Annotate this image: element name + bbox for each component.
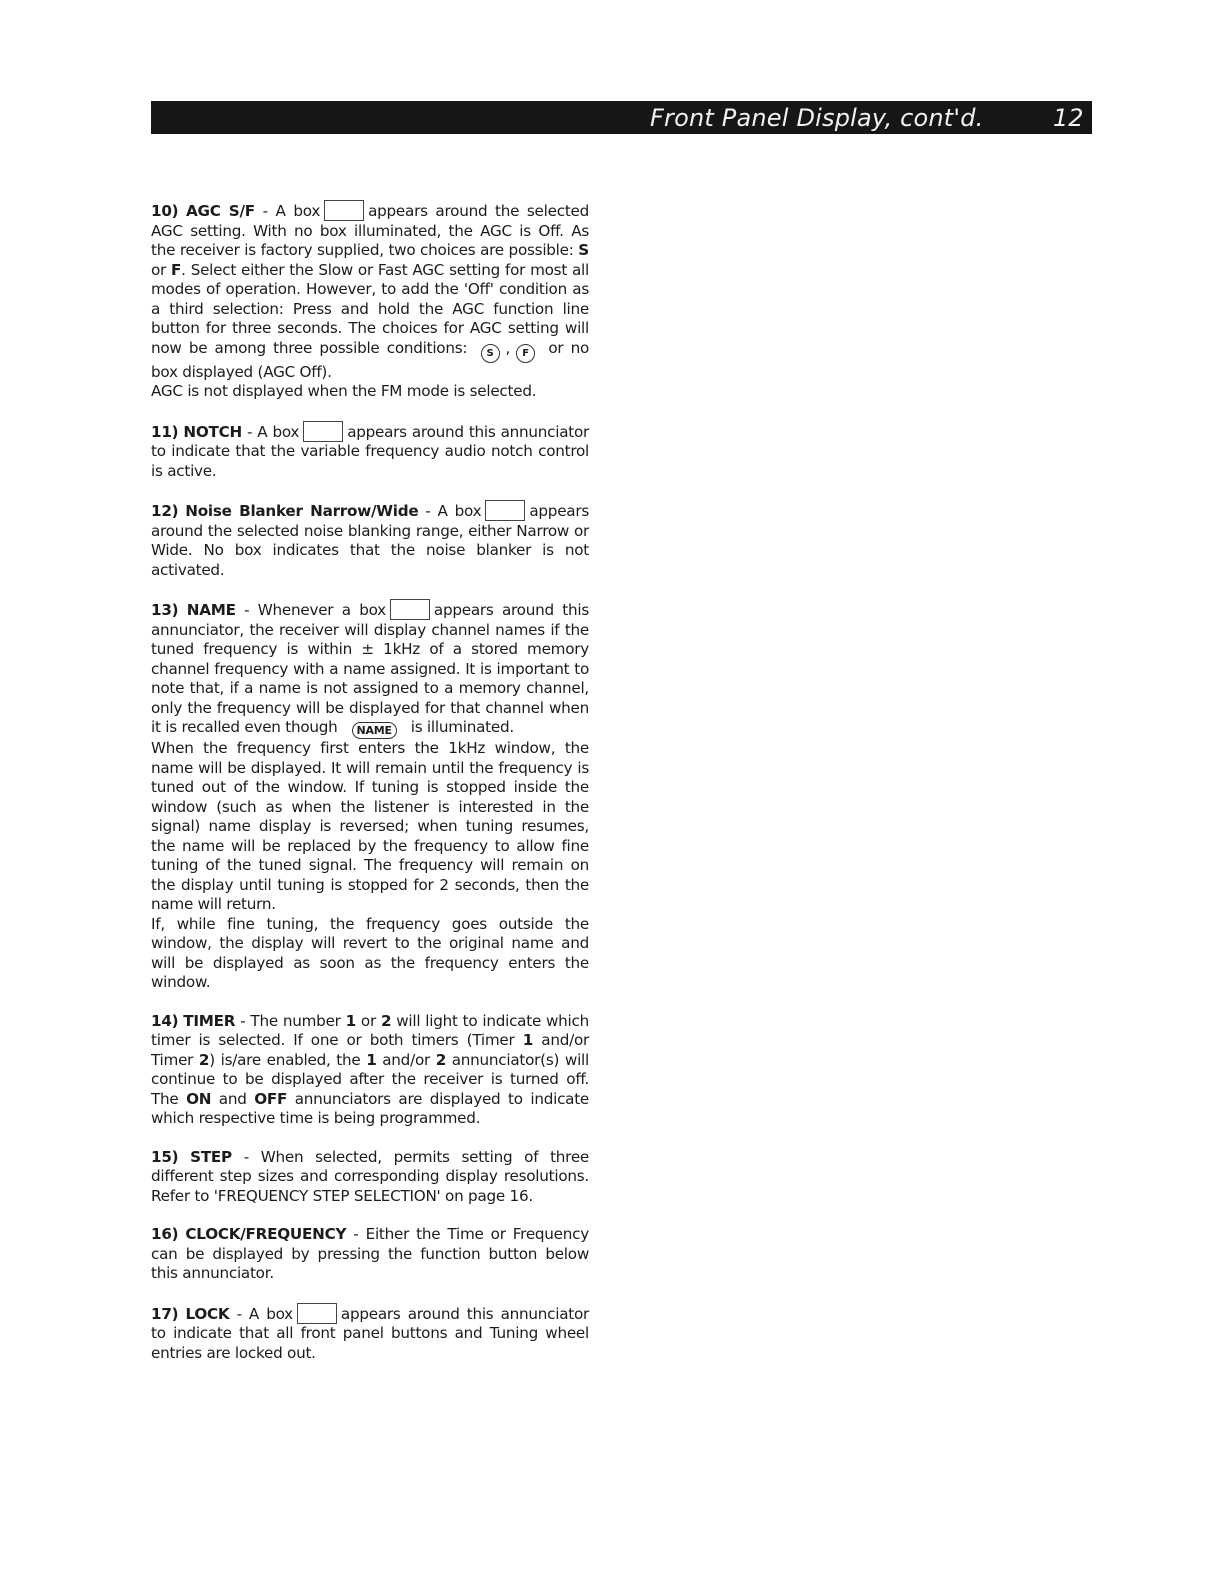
section-name xyxy=(151,599,589,993)
clock-heading: CLOCK/FREQUENCY xyxy=(185,1225,347,1243)
nb-heading: Noise Blanker Narrow/Wide xyxy=(185,502,419,520)
timer-text-h: annunciators are displayed to indicate which respective time is being programmed. xyxy=(151,1089,590,1127)
name-paragraph-3: If, while fine tuning, the frequency goes outside the window, the display will revert to the original name and will be displayed as soon as the frequency enters the window. xyxy=(151,914,589,991)
timer-num: 14) xyxy=(151,1011,179,1030)
name-text-b: appears around this annunciator, the receiver will display channel names if the tuned frequency is within ± 1kHz of a stored memory channel frequency with a name assigned. It is important to note that, if a name is not assigned to a memory channel, only the frequency will be displayed for that channel when it is recalled even though xyxy=(151,601,589,736)
name-paragraph xyxy=(151,599,589,739)
agc-or: or xyxy=(151,260,172,279)
timer-one-c: 1 xyxy=(366,1050,377,1069)
box-indicator-icon xyxy=(390,599,430,620)
lock-text-b: appears around this annunciator to indicate that all front panel buttons and Tuning wheel entries are locked out. xyxy=(151,1304,590,1362)
clock-paragraph xyxy=(151,1225,589,1284)
timer-text-b: will light to indicate which timer is selected. If one or both timers (Timer xyxy=(151,1011,589,1049)
timer-paragraph xyxy=(151,1012,589,1129)
lock-num: 17) xyxy=(151,1304,179,1323)
clock-text: - Either the Time or Frequency can be displayed by pressing the function button below this annunciator. xyxy=(151,1225,589,1282)
name-heading: NAME xyxy=(186,601,236,619)
agc-text-c: . Select either the Slow or Fast AGC setting for most all modes of operation. However, to add the 'Off' condition as a third selection: Press and hold the AGC function line button for three seconds. The choices for AGC setting will now be among three possible conditions: xyxy=(151,260,589,357)
agc-fm-note: AGC is not displayed when the FM mode is selected. xyxy=(151,382,537,400)
page-number: 12 xyxy=(1053,104,1084,132)
section-step xyxy=(151,1148,589,1207)
timer-two-c: 2 xyxy=(435,1050,447,1069)
name-paragraph-2: When the frequency first enters the 1kHz window, the name will be displayed. It will remain until the frequency is tuned out of the window. If tuning is stopped inside the window (such as when the listener is interested in the signal) name display is reversed; when tuning resumes, the name will be replaced by the frequency to allow fine tuning of the tuned signal. The frequency will remain on the display until tuning is stopped for 2 seconds, then the name will return. xyxy=(151,739,589,913)
timer-text-f: annunciator(s) will continue to be displayed after the receiver is turned off. The xyxy=(151,1050,589,1108)
step-text: - When selected, permits setting of three different step sizes and corresponding display resolutions. Refer to 'FREQUENCY STEP SELECTION' on page 16. xyxy=(151,1147,590,1205)
notch-text-a: - A box xyxy=(241,422,300,441)
nb-num: 12) xyxy=(151,502,179,520)
section-agc xyxy=(151,200,589,402)
notch-paragraph xyxy=(151,421,589,482)
timer-text-c: and/or Timer xyxy=(151,1031,589,1069)
step-paragraph xyxy=(151,1148,589,1207)
content-column xyxy=(151,200,589,1382)
clock-num: 16) xyxy=(151,1225,179,1243)
timer-text-g: and xyxy=(211,1089,255,1108)
timer-off: OFF xyxy=(254,1089,288,1108)
agc-text-a: - A box xyxy=(254,202,321,220)
timer-or: or xyxy=(355,1011,381,1030)
timer-two-b: 2 xyxy=(198,1050,210,1069)
name-text-c: is illuminated. xyxy=(410,718,514,736)
box-indicator-icon xyxy=(324,200,364,221)
page-header-title: Front Panel Display, cont'd. xyxy=(650,104,984,132)
agc-num: 10) xyxy=(151,202,179,220)
name-text-a: - Whenever a box xyxy=(235,601,386,619)
section-clock-frequency xyxy=(151,1225,589,1284)
name-num: 13) xyxy=(151,601,179,619)
box-indicator-icon xyxy=(297,1303,337,1324)
lock-heading: LOCK xyxy=(185,1304,230,1323)
lock-text-a: - A box xyxy=(229,1304,293,1323)
step-heading: STEP xyxy=(190,1147,232,1166)
section-noise-blanker xyxy=(151,500,589,580)
timer-two: 2 xyxy=(380,1011,392,1030)
timer-text-d: ) is/are enabled, the xyxy=(209,1050,367,1069)
timer-heading: TIMER xyxy=(183,1011,236,1030)
section-lock xyxy=(151,1303,589,1364)
agc-text-d: or no box displayed (AGC Off). xyxy=(151,338,589,381)
lock-paragraph xyxy=(151,1303,589,1364)
nb-paragraph xyxy=(151,500,589,580)
box-indicator-icon xyxy=(303,421,343,442)
agc-text-b: appears around the selected AGC setting. With no box illuminated, the AGC is Off. As the receiver is factory supplied, two choices are possible: xyxy=(151,202,590,259)
nb-text-a: - A box xyxy=(418,502,482,520)
timer-on: ON xyxy=(186,1089,212,1108)
timer-text-e: and/or xyxy=(376,1050,436,1069)
timer-text-a: - The number xyxy=(235,1011,346,1030)
circled-s-icon: S xyxy=(481,344,500,363)
box-indicator-icon xyxy=(485,500,525,521)
notch-heading: NOTCH xyxy=(183,422,242,441)
circled-f-icon: F xyxy=(516,344,535,363)
section-timer xyxy=(151,1012,589,1129)
agc-f-letter: F xyxy=(171,260,182,279)
agc-s-letter: S xyxy=(578,241,589,259)
timer-one: 1 xyxy=(345,1011,356,1030)
section-notch xyxy=(151,421,589,482)
agc-comma: , xyxy=(505,338,511,357)
agc-heading: AGC S/F xyxy=(186,202,255,220)
step-num: 15) xyxy=(151,1147,179,1166)
timer-one-b: 1 xyxy=(522,1031,534,1049)
nb-text-b: appears around the selected noise blanking range, either Narrow or Wide. No box indicates that the noise blanker is not activated. xyxy=(151,502,590,579)
agc-paragraph xyxy=(151,200,589,382)
name-annunciator-icon: NAME xyxy=(352,722,397,739)
notch-num: 11) xyxy=(151,422,179,441)
notch-text-b: appears around this annunciator to indicate that the variable frequency audio notch control is active. xyxy=(151,422,590,480)
